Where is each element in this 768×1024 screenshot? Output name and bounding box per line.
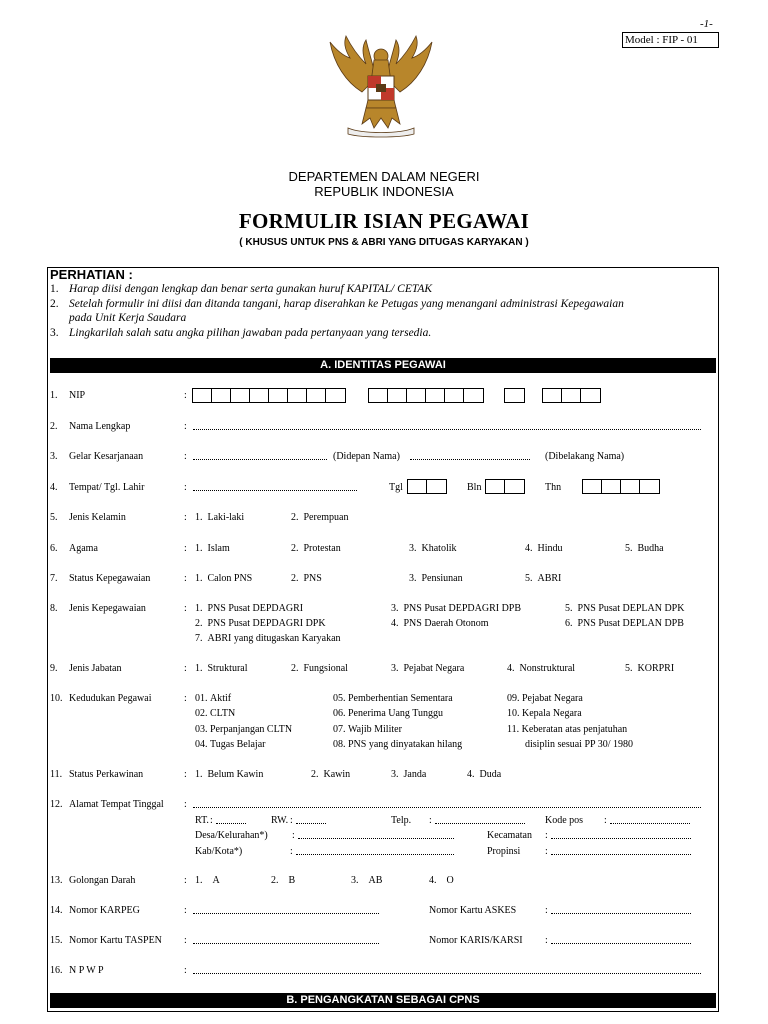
- nip-input-group-2[interactable]: [368, 388, 484, 403]
- kedudukan-option-09[interactable]: 09. Pejabat Negara: [507, 693, 583, 704]
- desa-field[interactable]: [298, 830, 454, 839]
- jenis-kepeg-option-6[interactable]: 6. PNS Pusat DEPLAN DPB: [565, 618, 684, 629]
- kedudukan-option-11-cont: disiplin sesuai PP 30/ 1980: [525, 739, 633, 750]
- colon: :: [290, 846, 293, 857]
- karis-field[interactable]: [551, 935, 691, 944]
- agama-option-4[interactable]: 4. Hindu: [525, 543, 563, 554]
- tgl-input[interactable]: [407, 479, 447, 494]
- colon: :: [184, 543, 187, 554]
- jenis-kepeg-option-2[interactable]: 2. PNS Pusat DEPDAGRI DPK: [195, 618, 326, 629]
- department-line-1: DEPARTEMEN DALAM NEGERI: [288, 169, 480, 184]
- kawin-option-2[interactable]: 2. Kawin: [311, 769, 351, 780]
- note-3: 3. Lingkarilah salah satu angka pilihan jawaban pada pertanyaan yang tersedia.: [50, 327, 432, 339]
- karpeg-label: Nomor KARPEG: [69, 905, 140, 916]
- colon: :: [290, 815, 293, 826]
- propinsi-field[interactable]: [551, 846, 691, 855]
- npwp-field[interactable]: [193, 965, 701, 974]
- agama-option-2[interactable]: 2. Protestan: [291, 543, 341, 554]
- kedudukan-option-02[interactable]: 02. CLTN: [195, 708, 236, 719]
- nip-label: NIP: [69, 390, 86, 401]
- row-number: 2.: [50, 421, 58, 432]
- rt-label: RT.: [195, 815, 209, 826]
- kawin-option-3[interactable]: 3. Janda: [391, 769, 427, 780]
- jenis-kepeg-label: Jenis Kepegawaian: [69, 603, 146, 614]
- kedudukan-label: Kedudukan Pegawai: [69, 693, 152, 704]
- telp-label: Telp.: [391, 815, 412, 826]
- kab-field[interactable]: [296, 846, 454, 855]
- perhatian-title: PERHATIAN :: [50, 267, 133, 282]
- tempat-lahir-field[interactable]: [193, 482, 357, 491]
- colon: :: [184, 451, 187, 462]
- gelar-belakang-field[interactable]: [410, 451, 530, 460]
- rw-field[interactable]: [296, 815, 326, 824]
- gelar-belakang-label: (Dibelakang Nama): [545, 451, 625, 462]
- row-number: 12.: [50, 799, 63, 810]
- note-1: 1. Harap diisi dengan lengkap dan benar serta gunakan huruf KAPITAL/ CETAK: [50, 283, 433, 295]
- desa-label: Desa/Kelurahan*): [195, 830, 268, 841]
- colon: :: [184, 905, 187, 916]
- kodepos-label: Kode pos: [545, 815, 584, 826]
- colon: :: [545, 905, 548, 916]
- jenis-kepeg-option-4[interactable]: 4. PNS Daerah Otonom: [391, 618, 489, 629]
- jabatan-option-3[interactable]: 3. Pejabat Negara: [391, 663, 465, 674]
- row-number: 6.: [50, 543, 58, 554]
- colon: :: [184, 965, 187, 976]
- colon: :: [292, 830, 295, 841]
- kodepos-field[interactable]: [610, 815, 690, 824]
- propinsi-label: Propinsi: [487, 846, 521, 857]
- row-number: 14.: [50, 905, 63, 916]
- rt-field[interactable]: [216, 815, 246, 824]
- gelar-depan-label: (Didepan Nama): [333, 451, 400, 462]
- kecamatan-label: Kecamatan: [487, 830, 532, 841]
- row-number: 5.: [50, 512, 58, 523]
- askes-label: Nomor Kartu ASKES: [429, 905, 517, 916]
- ttl-label: Tempat/ Tgl. Lahir: [69, 482, 145, 493]
- colon: :: [604, 815, 607, 826]
- kedudukan-option-03[interactable]: 03. Perpanjangan CLTN: [195, 724, 293, 735]
- colon: :: [210, 815, 213, 826]
- form-title: FORMULIR ISIAN PEGAWAI: [238, 209, 530, 233]
- row-number: 7.: [50, 573, 58, 584]
- npwp-label: N P W P: [69, 965, 104, 976]
- agama-label: Agama: [69, 543, 98, 554]
- jabatan-option-1[interactable]: 1. Struktural: [195, 663, 248, 674]
- colon: :: [545, 935, 548, 946]
- agama-option-1[interactable]: 1. Islam: [195, 543, 230, 554]
- kedudukan-option-08[interactable]: 08. PNS yang dinyatakan hilang: [333, 739, 463, 750]
- darah-option-1[interactable]: 1. A: [195, 875, 220, 886]
- status-kepeg-option-2[interactable]: 2. PNS: [291, 573, 322, 584]
- colon: :: [184, 603, 187, 614]
- colon: :: [184, 390, 187, 401]
- bln-label: Bln: [467, 482, 482, 493]
- agama-option-3[interactable]: 3. Khatolik: [409, 543, 457, 554]
- kab-label: Kab/Kota*): [195, 846, 243, 857]
- jenis-kepeg-option-5[interactable]: 5. PNS Pusat DEPLAN DPK: [565, 603, 685, 614]
- row-number: 13.: [50, 875, 63, 886]
- row-number: 9.: [50, 663, 58, 674]
- row-number: 11.: [50, 769, 63, 780]
- kecamatan-field[interactable]: [551, 830, 691, 839]
- kawin-option-4[interactable]: 4. Duda: [467, 769, 502, 780]
- colon: :: [545, 846, 548, 857]
- kedudukan-option-04[interactable]: 04. Tugas Belajar: [195, 739, 266, 750]
- agama-option-5[interactable]: 5. Budha: [625, 543, 664, 554]
- karpeg-field[interactable]: [193, 905, 379, 914]
- kedudukan-option-11[interactable]: 11. Keberatan atas penjatuhan: [507, 724, 628, 735]
- nip-input-group-1[interactable]: [192, 388, 346, 403]
- darah-option-2[interactable]: 2. B: [271, 875, 296, 886]
- askes-field[interactable]: [551, 905, 691, 914]
- alamat-label: Alamat Tempat Tinggal: [69, 799, 164, 810]
- status-kepeg-label: Status Kepegawaian: [69, 573, 151, 584]
- taspen-field[interactable]: [193, 935, 379, 944]
- colon: :: [184, 875, 187, 886]
- nama-label: Nama Lengkap: [69, 421, 131, 432]
- nip-input-group-4[interactable]: [542, 388, 601, 403]
- row-number: 4.: [50, 482, 58, 493]
- nip-input-group-3[interactable]: [504, 388, 525, 403]
- bln-input[interactable]: [485, 479, 525, 494]
- jenis-kepeg-option-1[interactable]: 1. PNS Pusat DEPDAGRI: [195, 603, 304, 614]
- colon: :: [184, 663, 187, 674]
- row-number: 15.: [50, 935, 63, 946]
- jabatan-option-2[interactable]: 2. Fungsional: [291, 663, 348, 674]
- jabatan-option-5[interactable]: 5. KORPRI: [625, 663, 675, 674]
- kawin-option-1[interactable]: 1. Belum Kawin: [195, 769, 264, 780]
- form-subtitle: ( KHUSUS UNTUK PNS & ABRI YANG DITUGAS KARYAKAN ): [239, 237, 529, 248]
- status-kepeg-option-3[interactable]: 3. Pensiunan: [409, 573, 463, 584]
- colon: :: [184, 769, 187, 780]
- jk-option-1[interactable]: 1. Laki-laki: [195, 512, 245, 523]
- note-2: 2. Setelah formulir ini diisi dan ditanda tangani, harap diserahkan ke Petugas yang menangani administrasi Kepegawaian: [50, 298, 624, 310]
- darah-option-3[interactable]: 3. AB: [351, 875, 383, 886]
- thn-input[interactable]: [582, 479, 660, 494]
- row-number: 16.: [50, 965, 63, 976]
- jabatan-option-4[interactable]: 4. Nonstruktural: [507, 663, 576, 674]
- kedudukan-option-01[interactable]: 01. Aktif: [195, 693, 232, 704]
- section-b-header: B. PENGANGKATAN SEBAGAI CPNS: [50, 993, 716, 1008]
- telp-field[interactable]: [435, 815, 525, 824]
- kedudukan-option-07[interactable]: 07. Wajib Militer: [333, 724, 402, 735]
- section-a-header: A. IDENTITAS PEGAWAI: [50, 358, 716, 373]
- jk-option-2[interactable]: 2. Perempuan: [291, 512, 349, 523]
- row-number: 8.: [50, 603, 58, 614]
- colon: :: [545, 830, 548, 841]
- karis-label: Nomor KARIS/KARSI: [429, 935, 523, 946]
- department-line-2: REPUBLIK INDONESIA: [314, 184, 454, 199]
- colon: :: [184, 573, 187, 584]
- darah-label: Golongan Darah: [69, 875, 136, 886]
- colon: :: [184, 799, 187, 810]
- status-kepeg-option-5[interactable]: 5. ABRI: [525, 573, 562, 584]
- colon: :: [429, 815, 432, 826]
- colon: :: [184, 512, 187, 523]
- model-code: Model : FIP - 01: [622, 32, 719, 48]
- row-number: 1.: [50, 390, 58, 401]
- note-2-cont: pada Unit Kerja Saudara: [69, 312, 187, 324]
- tgl-label: Tgl: [389, 482, 403, 493]
- thn-label: Thn: [545, 482, 562, 493]
- row-number: 10.: [50, 693, 63, 704]
- colon: :: [184, 421, 187, 432]
- jenis-kepeg-option-3[interactable]: 3. PNS Pusat DEPDAGRI DPB: [391, 603, 522, 614]
- status-kepeg-option-1[interactable]: 1. Calon PNS: [195, 573, 253, 584]
- form-frame: [47, 267, 719, 1012]
- page-number: -1-: [700, 18, 713, 30]
- colon: :: [184, 693, 187, 704]
- nama-field[interactable]: [193, 421, 701, 430]
- gelar-depan-field[interactable]: [193, 451, 327, 460]
- rw-label: RW.: [271, 815, 289, 826]
- gelar-label: Gelar Kesarjanaan: [69, 451, 144, 462]
- colon: :: [184, 935, 187, 946]
- alamat-field[interactable]: [193, 799, 701, 808]
- kedudukan-option-10[interactable]: 10. Kepala Negara: [507, 708, 582, 719]
- darah-option-4[interactable]: 4. O: [429, 875, 454, 886]
- jabatan-label: Jenis Jabatan: [69, 663, 122, 674]
- row-number: 3.: [50, 451, 58, 462]
- kedudukan-option-05[interactable]: 05. Pemberhentian Sementara: [333, 693, 453, 704]
- jenis-kepeg-option-7[interactable]: 7. ABRI yang ditugaskan Karyakan: [195, 633, 341, 644]
- jk-label: Jenis Kelamin: [69, 512, 126, 523]
- taspen-label: Nomor Kartu TASPEN: [69, 935, 162, 946]
- kedudukan-option-06[interactable]: 06. Penerima Uang Tunggu: [333, 708, 443, 719]
- kawin-label: Status Perkawinan: [69, 769, 144, 780]
- colon: :: [184, 482, 187, 493]
- garuda-emblem-icon: [322, 34, 440, 138]
